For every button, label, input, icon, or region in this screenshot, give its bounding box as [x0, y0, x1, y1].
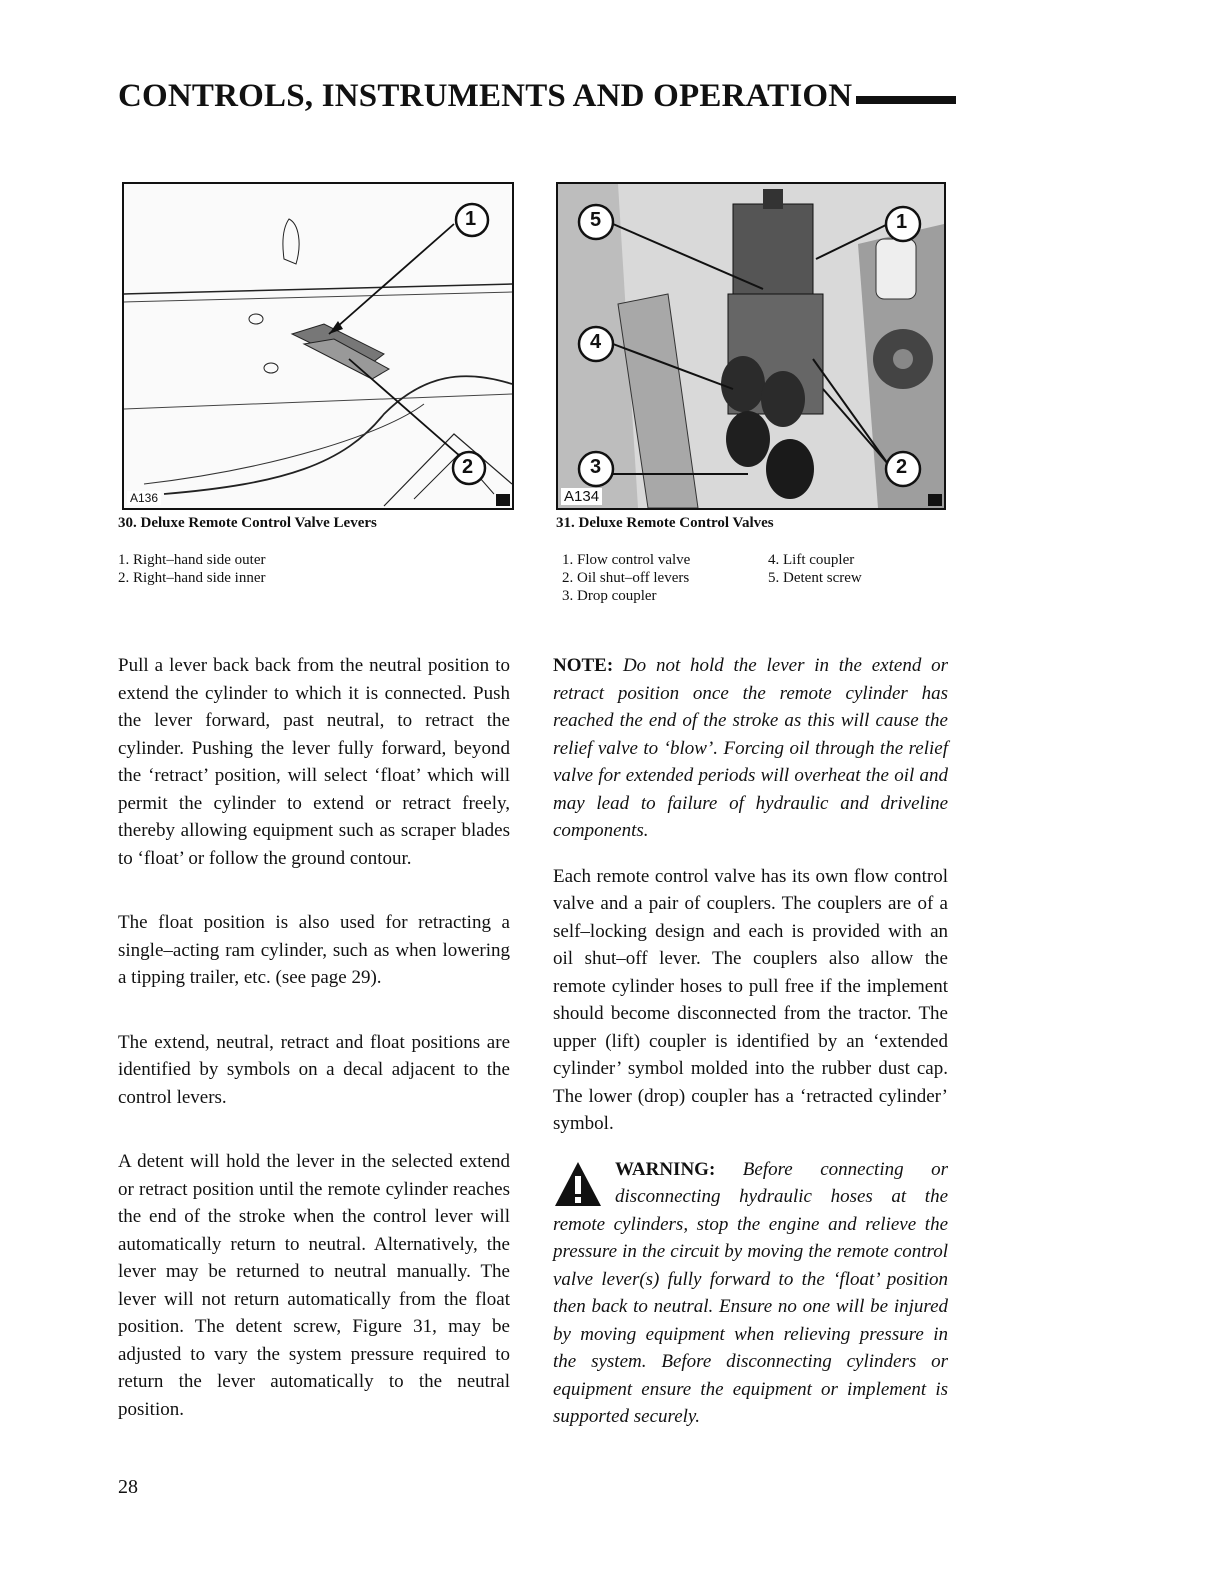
legend-item: 2. Oil shut–off levers — [562, 570, 690, 586]
callout-5: 5 — [590, 209, 602, 231]
note-text: Do not hold the lever in the extend or retract position once the remote cylinder has reached the end of the stroke as this will cause the relief valve to ‘blow’. Forcing oil through the relief valve for extended periods will overheat the oil and may lead to failure of hydraulic and driveline components. — [553, 655, 948, 841]
legend-item: 4. Lift coupler — [768, 552, 855, 568]
paragraph-lever-positions: Pull a lever back back from the neutral position to extend the cylinder to which it is connected. Push the lever forward, past neutral, to retract the cylinder. Pushing the lever fully forward, beyond the ‘retract’ position, will select ‘float’ which will permit the cylinder to extend or retract freely, thereby allowing equipment such as scraper blades to ‘float’ or follow the ground contour. — [118, 655, 510, 869]
right-text-column — [553, 652, 948, 1431]
callout-1: 1 — [896, 211, 908, 233]
lever-illustration — [124, 184, 512, 508]
legend-item: 1. Flow control valve — [562, 552, 691, 568]
figure-31-illustration — [556, 182, 946, 510]
note-paragraph — [553, 652, 948, 845]
figure-31-legend-col2 — [768, 551, 862, 587]
publisher-mark — [496, 494, 510, 506]
figure-code: A136 — [127, 491, 161, 505]
legend-item: 3. Drop coupler — [562, 588, 657, 604]
publisher-mark — [928, 494, 942, 506]
note-label: NOTE: — [553, 655, 614, 676]
paragraph-detent: A detent will hold the lever in the selected extend or retract position until the remote cylinder reaches the end of the stroke when the control lever will automatically return to neutral. Alternatively, the lever may be returned to neutral manually. The lever will not return automatically from the float position. The detent screw, Figure 31, may be adjusted to vary the system pressure required to return the lever automatically to the neutral position. — [118, 1151, 510, 1420]
paragraph-position-symbols: The extend, neutral, retract and float positions are identified by symbols on a decal adjacent to the control levers. — [118, 1031, 510, 1108]
legend-item: 1. Right–hand side outer — [118, 552, 266, 568]
figure-31-caption: 31. Deluxe Remote Control Valves — [556, 515, 774, 531]
figure-30-illustration — [122, 182, 514, 510]
figure-30-caption: 30. Deluxe Remote Control Valve Levers — [118, 515, 377, 531]
warning-label: WARNING: — [615, 1158, 716, 1180]
page-number: 28 — [118, 1476, 138, 1498]
figure-code: A134 — [561, 488, 602, 505]
page-title: CONTROLS, INSTRUMENTS AND OPERATION — [118, 78, 853, 114]
warning-paragraph — [553, 1156, 948, 1431]
callout-1: 1 — [465, 208, 477, 230]
figure-31-legend-col1 — [562, 551, 690, 605]
warning-text: Before connecting or disconnecting hydraulic hoses at the remote cylinders, stop the engine and relieve the pressure in the circuit by moving the remote control valve lever(s) fully forward to the ‘float’ position then back to neutral. Ensure no one will be injured by moving equipment when relieving pressure in the system. Before disconnecting cylinders or equipment ensure the equipment or implement is supported securely. — [553, 1158, 948, 1427]
callout-4: 4 — [590, 331, 602, 353]
paragraph-couplers: Each remote control valve has its own flow control valve and a pair of couplers. The couplers are of a self–locking design and each is provided with an oil shut–off lever. The couplers also allow the remote cylinder hoses to pull free if the implement should become disconnected from the tractor. The upper (lift) coupler is identified by an ‘extended cylinder’ symbol molded into the rubber dust cap. The lower (drop) coupler has a ‘retracted cylinder’ symbol. — [553, 865, 948, 1134]
callout-3: 3 — [590, 456, 602, 478]
figure-30-legend — [118, 551, 265, 587]
header-rule — [856, 96, 956, 104]
callout-2: 2 — [896, 456, 908, 478]
callout-2: 2 — [462, 456, 474, 478]
warning-icon — [553, 1160, 603, 1208]
legend-item: 5. Detent screw — [768, 570, 862, 586]
page-header — [118, 78, 956, 115]
warning-block — [553, 1156, 948, 1431]
valve-photo-illustration — [558, 184, 944, 508]
left-text-column — [118, 652, 510, 1423]
legend-item: 2. Right–hand side inner — [118, 570, 266, 586]
paragraph-float-position: The float position is also used for retracting a single–acting ram cylinder, such as when lowering a tipping trailer, etc. (see page 29). — [118, 912, 510, 988]
